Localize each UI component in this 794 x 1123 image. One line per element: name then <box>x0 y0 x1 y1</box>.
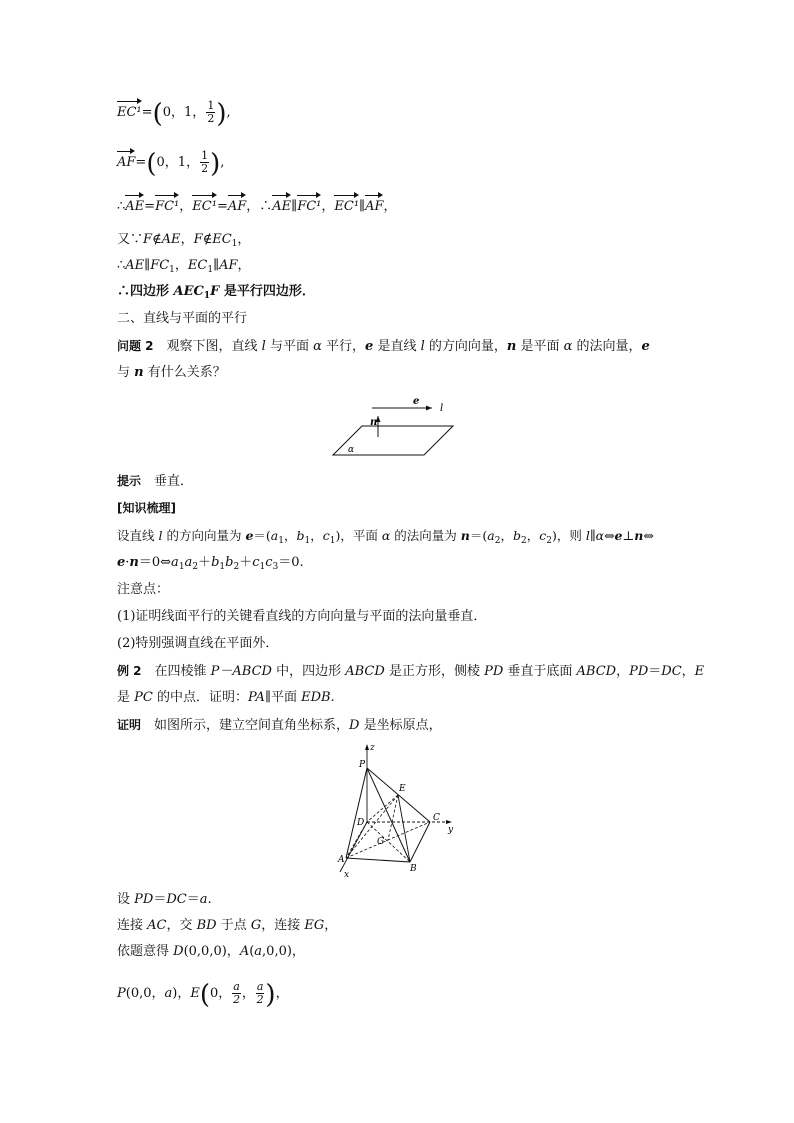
setup-connect: 连接 AC，交 BD 于点 G，连接 EG， <box>117 918 338 933</box>
label-z: z <box>370 743 375 753</box>
statement-f-not-on: 又∵F∉AE，$F\notin EC_1$， <box>117 232 251 249</box>
knowledge-dot-product: $e\cdot n=0\Leftrightarrow a_1a_2+b_1b_2+c_1c_3=0$. <box>117 555 304 572</box>
edge-pb <box>367 768 410 862</box>
section-heading: 二、直线与平面的平行 <box>117 311 248 326</box>
vector-ec1: EC¹ <box>117 105 142 120</box>
label-d: D <box>357 818 365 828</box>
label-a: A <box>338 855 345 865</box>
label-x: x <box>344 870 350 880</box>
label-n: n <box>370 417 378 428</box>
equation-parallel-vectors: ∴AE=FC¹，EC¹=AF，∴AE∥FC¹，EC¹∥AF， <box>117 199 397 214</box>
figure-line-plane <box>330 392 480 462</box>
question-2-line2: 与 n 有什么关系？ <box>117 365 226 380</box>
label-e: e <box>413 396 420 407</box>
label-g: G <box>377 837 385 847</box>
edge-bc <box>410 822 430 862</box>
equation-af: AF=(0，1， $\frac{1}{2}$ ), <box>117 149 225 179</box>
label-l: l <box>440 403 444 414</box>
setup-pd-dc: 设 PD＝DC＝a. <box>117 892 212 907</box>
note-1: (1)证明线面平行的关键看直线的方向向量与平面的法向量垂直． <box>117 609 487 624</box>
fraction-half: $\frac{1}{2}$ <box>207 99 215 125</box>
vector-af: AF <box>117 155 136 170</box>
label-c: C <box>433 813 440 823</box>
edge-pc <box>367 768 430 822</box>
equation-ec1: EC¹=(0，1， $\frac{1}{2}$ ), <box>117 99 231 129</box>
conclusion-parallelogram: ∴四边形 $AEC_1F$ 是平行四边形． <box>117 284 315 301</box>
fraction-a-half: $\frac{a}{2}$ <box>233 980 241 1006</box>
label-b: B <box>410 864 417 874</box>
knowledge-condition: 设直线 l 的方向向量为 $e=(a_1$，$b_1$，$c_1$)，平面 α 的法向量为 $n=(a_2$，$b_2$，$c_2$)，则 l∥α⇔e⊥n⇔ <box>117 528 654 546</box>
seg-ed <box>367 795 398 822</box>
edge-ab <box>346 858 410 862</box>
setup-coordinates-pe: P(0,0，a)，E(0， $\frac{a}{2}$ ， $\frac{a}{2}$ )， <box>117 980 289 1010</box>
example-2: 例 2 在四棱锥 P－ABCD 中，四边形 ABCD 是正方形，侧棱 PD 垂直于底面 ABCD，PD＝DC，E <box>117 664 705 679</box>
notes-heading: 注意点： <box>117 582 170 597</box>
figure-pyramid <box>330 740 465 880</box>
question-2: 问题 2 观察下图，直线 l 与平面 α 平行，e 是直线 l 的方向向量，n 是平面 α 的法向量，e <box>117 339 650 354</box>
hint: 提示 垂直． <box>117 474 194 489</box>
label-p: P <box>359 760 366 770</box>
proof-intro: 证明 如图所示，建立空间直角坐标系，D 是坐标原点， <box>117 718 442 733</box>
setup-coordinates: 依题意得 D(0,0,0)，A(a,0,0)， <box>117 944 305 959</box>
label-y: y <box>448 825 454 835</box>
seg-eb <box>398 795 410 862</box>
note-2: (2)特别强调直线在平面外． <box>117 636 279 651</box>
label-e: E <box>399 784 406 794</box>
edge-pa <box>346 768 367 858</box>
fraction-a-half: $\frac{a}{2}$ <box>256 980 264 1006</box>
fraction-half: $\frac{1}{2}$ <box>201 149 209 175</box>
knowledge-heading: [知识梳理] <box>117 501 176 515</box>
example-2-line2: 是 PC 的中点．证明：PA∥平面 EDB. <box>117 690 335 705</box>
statement-lines-parallel: $\therefore AE\parallel FC_1$，$EC_1\parallel AF$， <box>117 258 251 275</box>
label-alpha: α <box>348 445 355 455</box>
